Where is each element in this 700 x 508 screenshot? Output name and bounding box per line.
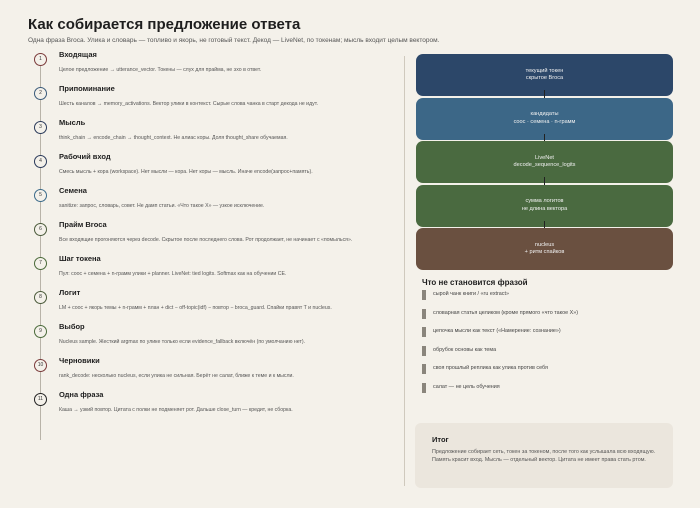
step-description: Пул: cooc + семена + n-грамм улики + planner. LiveNet: tied logits. Softmax как на обучении CE. <box>59 271 287 277</box>
step-title: Рабочий вход <box>59 152 111 161</box>
step-number-badge: 7 <box>34 257 47 270</box>
step-title: Прайм Broca <box>59 220 107 229</box>
not-phrase-title: Что не становится фразой <box>422 278 528 287</box>
timeline-step <box>34 356 394 389</box>
timeline-step <box>34 322 394 355</box>
step-title: Шаг токена <box>59 254 101 263</box>
step-number-badge: 2 <box>34 87 47 100</box>
flow-box-line: decode_sequence_logits <box>513 162 576 168</box>
bullet-marker <box>422 309 426 319</box>
step-number-badge: 4 <box>34 155 47 168</box>
step-description: LM + cooc + якорь темы + n-грамм + план + dict − off-topic(idf) − повтор − broca_guard. Спайки правят T и nucleus. <box>59 305 332 311</box>
step-number-badge: 9 <box>34 325 47 338</box>
step-number-badge: 3 <box>34 121 47 134</box>
timeline-step <box>34 254 394 287</box>
page-title: Как собирается предложение ответа <box>28 16 301 33</box>
timeline-step <box>34 288 394 321</box>
step-title: Черновики <box>59 356 100 365</box>
summary-text: Предложение собирает сеть, токен за токеном, после того как услышала всю входящую. Память красит вход. Мысль — отдельный вектор. Цитата не имеет права стать ртом. <box>432 449 656 463</box>
bullet-marker <box>422 346 426 356</box>
step-description: think_chain → encode_chain → thought_context. Не алиас коры. Доля thought_share обучаемая. <box>59 135 288 141</box>
timeline-step <box>34 118 394 151</box>
flow-box-line: nucleus <box>534 241 555 248</box>
step-title: Семена <box>59 186 87 195</box>
flow-box-line: + ритм спайков <box>524 249 565 255</box>
flow-box-line: LiveNet <box>535 154 554 161</box>
page-subtitle: Одна фраза Broca. Улика и словарь — топливо и якорь, не готовый текст. Декод — LiveNet, по токенам; мысль входит целым вектором. <box>28 37 440 44</box>
timeline-step <box>34 220 394 253</box>
step-number-badge: 5 <box>34 189 47 202</box>
step-number-badge: 1 <box>34 53 47 66</box>
step-title: Входящая <box>59 50 97 59</box>
step-number-badge: 10 <box>34 359 47 372</box>
step-description: Целое предложение → utterance_vector. Токены — слух для прайма, не эхо в ответ. <box>59 67 262 73</box>
step-description: Nucleus sample. Жесткий argmax по улике только если evidence_fallback включён (по умолчанию нет). <box>59 339 306 345</box>
step-description: sanitize: запрос, словарь, совет. Не дамп статьи. «Что такое X» — узкое исключение. <box>59 203 265 209</box>
step-description: Шесть каналов → memory_activations. Вектор улики в контекст. Сырые слова чанка в старт декода не идут. <box>59 101 318 107</box>
not-phrase-text: салат — не цель обучения <box>433 383 500 390</box>
timeline-step <box>34 390 394 423</box>
flow-box-line: не длина вектора <box>521 205 568 212</box>
not-phrase-text: цепочка мысли как текст («Намерение: сознание») <box>433 328 561 334</box>
not-phrase-text: своя прошлый реплика как улика против себя <box>433 365 548 371</box>
flow-box-line: текущий токен <box>525 67 564 74</box>
flow-box-line: сумма логитов <box>525 198 564 204</box>
flow-box <box>416 228 673 270</box>
column-divider <box>404 56 405 486</box>
step-description: Все входящие прогоняются через decode. Скрытое после последнего слова. Рот продолжает, не начинает с «помылься». <box>59 237 353 243</box>
step-title: Выбор <box>59 322 85 331</box>
step-number-badge: 6 <box>34 223 47 236</box>
step-title: Логит <box>59 288 81 297</box>
timeline-step <box>34 152 394 185</box>
not-phrase-text: словарная статья целиком (кроме прямого «что такое X») <box>433 309 578 316</box>
summary-card <box>415 423 673 488</box>
step-title: Одна фраза <box>59 390 104 399</box>
step-description: Смесь мысль + кора (workspace). Нет мысли — кора. Нет коры — мысль. Иначе encode(запрос+память). <box>59 169 313 175</box>
flow-box-line: скрытое Broca <box>525 75 564 81</box>
flow-box-line: cooc · семена · n-грамм <box>513 118 576 125</box>
bullet-marker <box>422 290 426 300</box>
step-title: Мысль <box>59 118 86 127</box>
flow-box-line: кандидаты <box>530 111 559 117</box>
not-phrase-text: сырой чанк книги / «ru extract» <box>433 291 509 297</box>
timeline-step <box>34 84 394 117</box>
timeline-step <box>34 186 394 219</box>
step-number-badge: 8 <box>34 291 47 304</box>
step-description: Каша → узкий повтор. Цитата с полки не подменяет рот. Дальше close_turn — кредит, не сборка. <box>59 407 293 413</box>
step-number-badge: 11 <box>34 393 47 406</box>
not-phrase-text: обрубок основы как тема <box>433 346 497 353</box>
bullet-marker <box>422 327 426 337</box>
bullet-marker <box>422 383 426 393</box>
step-title: Припоминание <box>59 84 115 93</box>
step-description: rank_decode: несколько nucleus, если улика не сильная. Берёт не салат, ближе к теме и к мысли. <box>59 373 294 379</box>
summary-title: Итог <box>432 435 449 444</box>
bullet-marker <box>422 364 426 374</box>
timeline-step <box>34 50 394 83</box>
